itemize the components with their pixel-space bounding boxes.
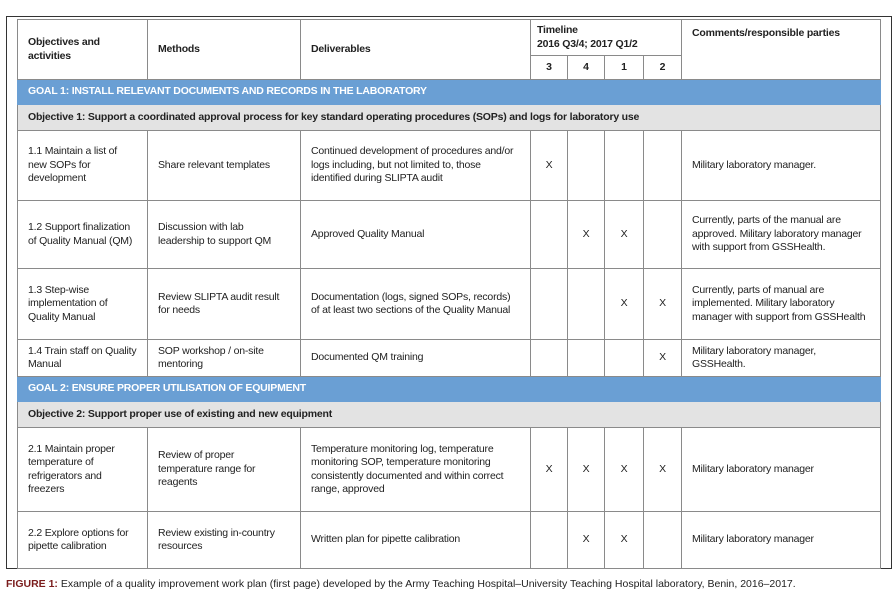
caption-text: Example of a quality improvement work plan (first page) developed by the Army Teaching Hospital–University Teaching Hospital laboratory, Benin, 2016–2017. <box>60 578 796 590</box>
method-cell: Review of proper temperature range for reagents <box>148 428 301 512</box>
objective-title: Objective 1: Support a coordinated approval process for key standard operating procedures (SOPs) and logs for laboratory use <box>18 105 881 131</box>
timeline-mark-cell: X <box>568 428 605 512</box>
table-row <box>18 201 881 269</box>
header-methods: Methods <box>148 20 301 80</box>
method-cell: Review SLIPTA audit result for needs <box>148 269 301 340</box>
activity-cell: 1.3 Step-wise implementation of Quality Manual <box>18 269 148 340</box>
timeline-mark-cell: X <box>568 201 605 269</box>
figure-caption <box>6 577 892 591</box>
timeline-title: Timeline <box>537 24 578 36</box>
timeline-mark-cell <box>644 201 682 269</box>
timeline-mark-cell <box>568 340 605 377</box>
comment-cell: Currently, parts of manual are implemented. Military laboratory manager with support from GSSHealth <box>682 269 881 340</box>
goal-row <box>18 377 881 402</box>
goal-title: GOAL 1: INSTALL RELEVANT DOCUMENTS AND RECORDS IN THE LABORATORY <box>18 80 881 105</box>
deliverable-cell: Documented QM training <box>301 340 531 377</box>
timeline-mark-cell <box>531 201 568 269</box>
caption-label: FIGURE 1: <box>6 578 58 590</box>
activity-cell: 1.2 Support finalization of Quality Manual (QM) <box>18 201 148 269</box>
method-cell: Review existing in-country resources <box>148 512 301 569</box>
timeline-mark-cell <box>531 340 568 377</box>
header-quarter: 1 <box>605 56 644 80</box>
header-quarter: 4 <box>568 56 605 80</box>
timeline-mark-cell: X <box>531 131 568 201</box>
table-row <box>18 131 881 201</box>
goal-title: GOAL 2: ENSURE PROPER UTILISATION OF EQUIPMENT <box>18 377 881 402</box>
goal-row <box>18 80 881 105</box>
header-timeline <box>531 20 682 56</box>
comment-cell: Military laboratory manager <box>682 512 881 569</box>
table-row <box>18 340 881 377</box>
header-comments: Comments/responsible parties <box>682 20 881 80</box>
timeline-mark-cell: X <box>568 512 605 569</box>
objective-row <box>18 105 881 131</box>
header-quarter: 3 <box>531 56 568 80</box>
timeline-mark-cell <box>568 131 605 201</box>
table-row <box>18 269 881 340</box>
deliverable-cell: Approved Quality Manual <box>301 201 531 269</box>
objective-title: Objective 2: Support proper use of existing and new equipment <box>18 402 881 428</box>
objective-row <box>18 402 881 428</box>
timeline-mark-cell <box>644 512 682 569</box>
timeline-mark-cell: X <box>605 269 644 340</box>
comment-cell: Military laboratory manager, GSSHealth. <box>682 340 881 377</box>
timeline-mark-cell: X <box>644 428 682 512</box>
timeline-mark-cell: X <box>644 340 682 377</box>
timeline-mark-cell <box>531 512 568 569</box>
deliverable-cell: Written plan for pipette calibration <box>301 512 531 569</box>
timeline-mark-cell: X <box>605 201 644 269</box>
activity-cell: 1.1 Maintain a list of new SOPs for development <box>18 131 148 201</box>
header-deliverables: Deliverables <box>301 20 531 80</box>
header-objectives: Objectives and activities <box>18 20 148 80</box>
timeline-mark-cell <box>605 131 644 201</box>
work-plan-table <box>17 19 881 569</box>
timeline-mark-cell: X <box>644 269 682 340</box>
timeline-mark-cell <box>605 340 644 377</box>
comment-cell: Military laboratory manager <box>682 428 881 512</box>
deliverable-cell: Temperature monitoring log, temperature monitoring SOP, temperature monitoring consistently documented and within correct range, approved <box>301 428 531 512</box>
timeline-mark-cell <box>644 131 682 201</box>
timeline-mark-cell <box>531 269 568 340</box>
method-cell: Share relevant templates <box>148 131 301 201</box>
deliverable-cell: Continued development of procedures and/or logs including, but not limited to, those identified during SLIPTA audit <box>301 131 531 201</box>
activity-cell: 2.1 Maintain proper temperature of refrigerators and freezers <box>18 428 148 512</box>
comment-cell: Military laboratory manager. <box>682 131 881 201</box>
method-cell: Discussion with lab leadership to support QM <box>148 201 301 269</box>
timeline-mark-cell: X <box>531 428 568 512</box>
table-row <box>18 512 881 569</box>
timeline-mark-cell: X <box>605 428 644 512</box>
activity-cell: 2.2 Explore options for pipette calibration <box>18 512 148 569</box>
header-quarter: 2 <box>644 56 682 80</box>
method-cell: SOP workshop / on-site mentoring <box>148 340 301 377</box>
activity-cell: 1.4 Train staff on Quality Manual <box>18 340 148 377</box>
timeline-subtitle: 2016 Q3/4; 2017 Q1/2 <box>537 37 638 50</box>
comment-cell: Currently, parts of the manual are approved. Military laboratory manager with support from GSSHealth. <box>682 201 881 269</box>
table-row <box>18 428 881 512</box>
timeline-mark-cell: X <box>605 512 644 569</box>
timeline-mark-cell <box>568 269 605 340</box>
deliverable-cell: Documentation (logs, signed SOPs, records) of at least two sections of the Quality Manual <box>301 269 531 340</box>
